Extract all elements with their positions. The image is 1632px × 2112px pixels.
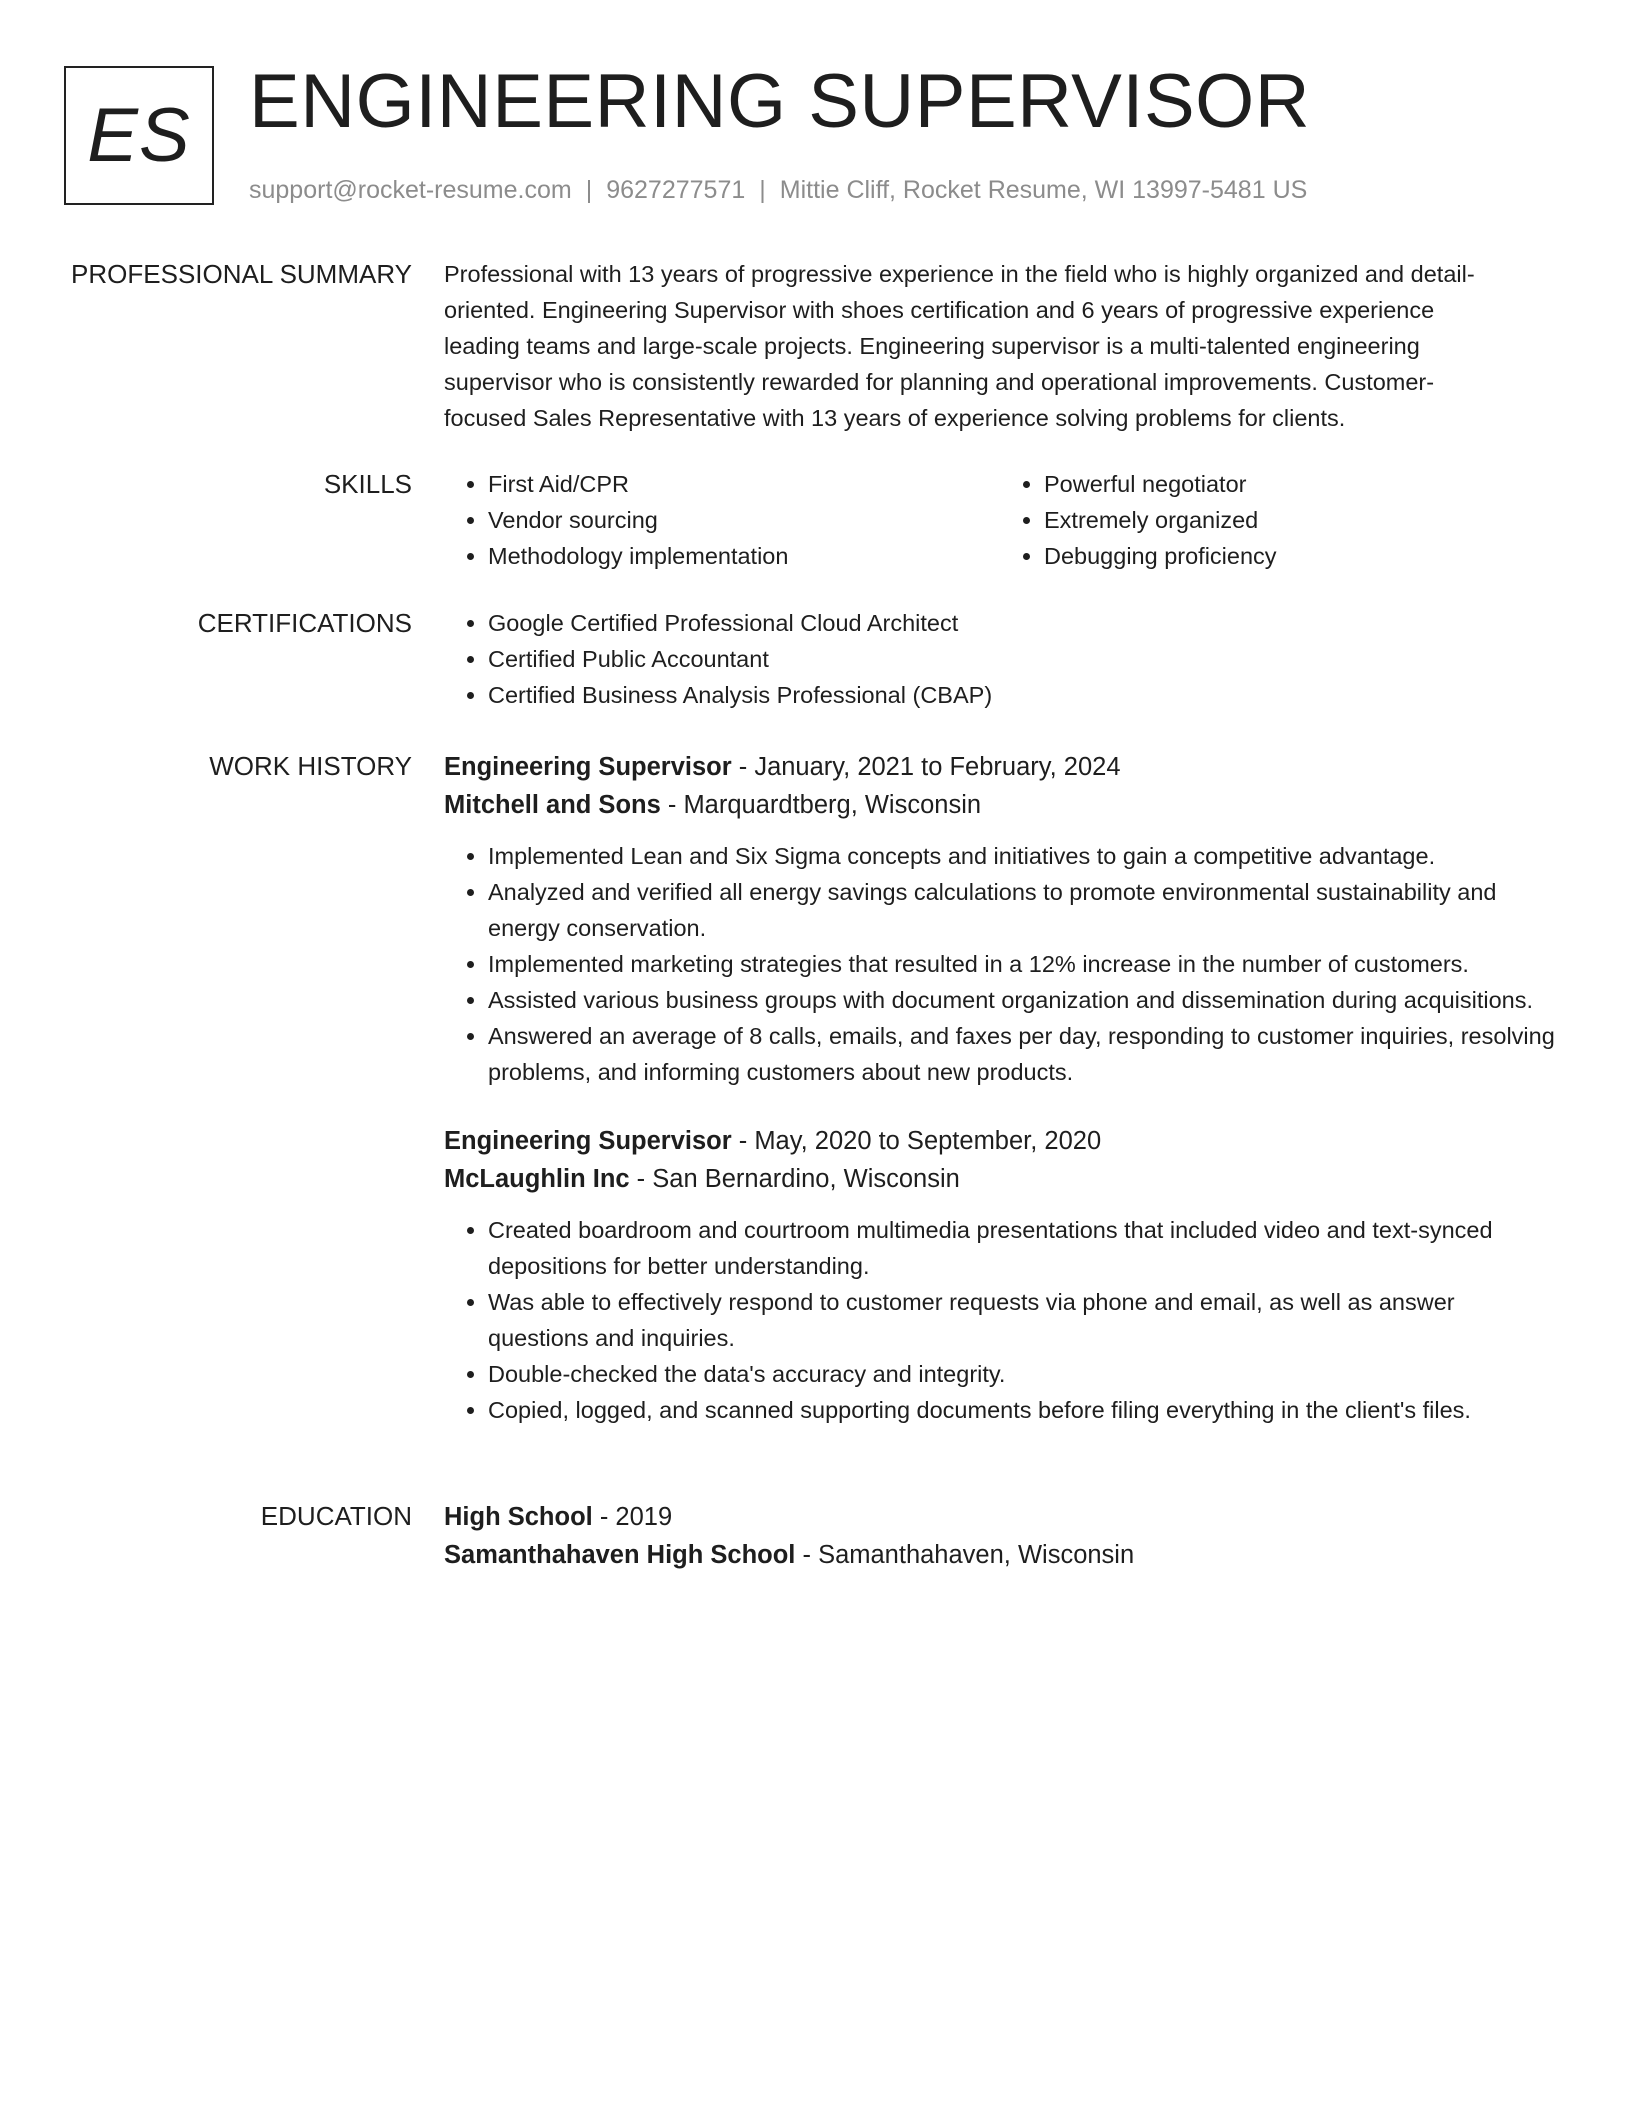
education-degree: High School bbox=[444, 1503, 593, 1531]
skill-item: • Methodology implementation bbox=[488, 538, 1000, 574]
contact-email: support@rocket-resume.com bbox=[249, 176, 572, 204]
skill-item: • First Aid/CPR bbox=[488, 466, 1000, 502]
job-dates: - January, 2021 to February, 2024 bbox=[731, 753, 1121, 781]
certification-item: • Google Certified Professional Cloud Architect bbox=[488, 605, 1556, 641]
job-company: Mitchell and Sons bbox=[444, 791, 661, 819]
summary-text bbox=[444, 256, 1556, 436]
job-title-line bbox=[444, 748, 1556, 786]
contact-separator: | bbox=[585, 176, 593, 204]
education-degree-line bbox=[444, 1498, 1556, 1536]
skill-item: • Extremely organized bbox=[1044, 502, 1556, 538]
job-company-line bbox=[444, 786, 1556, 824]
contact-address: Mittie Cliff, Rocket Resume, WI 13997-5481 US bbox=[779, 176, 1308, 204]
job-bullet: • Implemented marketing strategies that resulted in a 12% increase in the number of customers. bbox=[488, 946, 1556, 982]
job-bullet: • Assisted various business groups with document organization and dissemination during acquisitions. bbox=[488, 982, 1556, 1018]
summary-line: Professional with 13 years of progressive experience in the field who is highly organized and detail- bbox=[444, 261, 1475, 287]
education-school: Samanthahaven High School bbox=[444, 1541, 796, 1569]
skills-body bbox=[444, 466, 1556, 574]
job-company: McLaughlin Inc bbox=[444, 1165, 630, 1193]
section-label-skills: SKILLS bbox=[323, 469, 412, 499]
skill-item: • Powerful negotiator bbox=[1044, 466, 1556, 502]
job-bullets bbox=[444, 1212, 1556, 1428]
job-bullet: • Created boardroom and courtroom multimedia presentations that included video and text-synced depositions for better understanding. bbox=[488, 1212, 1556, 1284]
section-label-work-history: WORK HISTORY bbox=[209, 751, 412, 781]
page-title: ENGINEERING SUPERVISOR bbox=[249, 59, 1311, 144]
job-bullet: • Double-checked the data's accuracy and integrity. bbox=[488, 1356, 1556, 1392]
skills-list-right bbox=[1000, 466, 1556, 574]
certifications-body bbox=[444, 605, 1556, 713]
contact-phone: 9627277571 bbox=[606, 176, 746, 204]
education-body bbox=[444, 1498, 1556, 1574]
skill-item: • Debugging proficiency bbox=[1044, 538, 1556, 574]
job-bullets bbox=[444, 838, 1556, 1090]
monogram-badge: ES bbox=[64, 66, 214, 205]
section-label-summary: PROFESSIONAL SUMMARY bbox=[71, 259, 412, 289]
job-bullet: • Analyzed and verified all energy savings calculations to promote environmental sustainability and energy conservation. bbox=[488, 874, 1556, 946]
job-title: Engineering Supervisor bbox=[444, 1127, 732, 1155]
skill-item: • Vendor sourcing bbox=[488, 502, 1000, 538]
section-label-education: EDUCATION bbox=[260, 1501, 412, 1531]
summary-line: leading teams and large-scale projects. Engineering supervisor is a multi-talented engineering bbox=[444, 333, 1420, 359]
job-bullet: • Was able to effectively respond to customer requests via phone and email, as well as answer questions and inquiries. bbox=[488, 1284, 1556, 1356]
certification-item: • Certified Public Accountant bbox=[488, 641, 1556, 677]
summary-line: supervisor who is consistently rewarded for planning and operational improvements. Customer- bbox=[444, 369, 1435, 395]
contact-separator: | bbox=[759, 176, 766, 204]
job-dates: - May, 2020 to September, 2020 bbox=[731, 1127, 1102, 1155]
job-title-line bbox=[444, 1122, 1556, 1160]
job-bullet: • Answered an average of 8 calls, emails, and faxes per day, responding to customer inquiries, resolving problems, and informing customers about new products. bbox=[488, 1018, 1556, 1090]
section-label-certifications: CERTIFICATIONS bbox=[197, 608, 412, 638]
job-company-line bbox=[444, 1160, 1556, 1198]
job-bullet: • Copied, logged, and scanned supporting documents before filing everything in the client's files. bbox=[488, 1392, 1556, 1428]
job-title: Engineering Supervisor bbox=[444, 753, 732, 781]
summary-line: focused Sales Representative with 13 years of experience solving problems for clients. bbox=[444, 405, 1346, 431]
education-school-line bbox=[444, 1536, 1556, 1574]
certifications-list bbox=[444, 605, 1556, 713]
certification-item: • Certified Business Analysis Professional (CBAP) bbox=[488, 677, 1556, 713]
education-location: - Samanthahaven, Wisconsin bbox=[795, 1541, 1135, 1569]
education-year: - 2019 bbox=[592, 1503, 673, 1531]
skills-list-left bbox=[444, 466, 1000, 574]
job-bullet: • Implemented Lean and Six Sigma concepts and initiatives to gain a competitive advantage. bbox=[488, 838, 1556, 874]
contact-line bbox=[249, 174, 1307, 206]
job-location: - San Bernardino, Wisconsin bbox=[629, 1165, 960, 1193]
summary-body bbox=[444, 256, 1556, 436]
job-entry bbox=[444, 748, 1556, 1090]
summary-line: oriented. Engineering Supervisor with shoes certification and 6 years of progressive experience bbox=[444, 297, 1435, 323]
work-history-body bbox=[444, 748, 1556, 1428]
job-location: - Marquardtberg, Wisconsin bbox=[660, 791, 982, 819]
job-entry bbox=[444, 1122, 1556, 1428]
